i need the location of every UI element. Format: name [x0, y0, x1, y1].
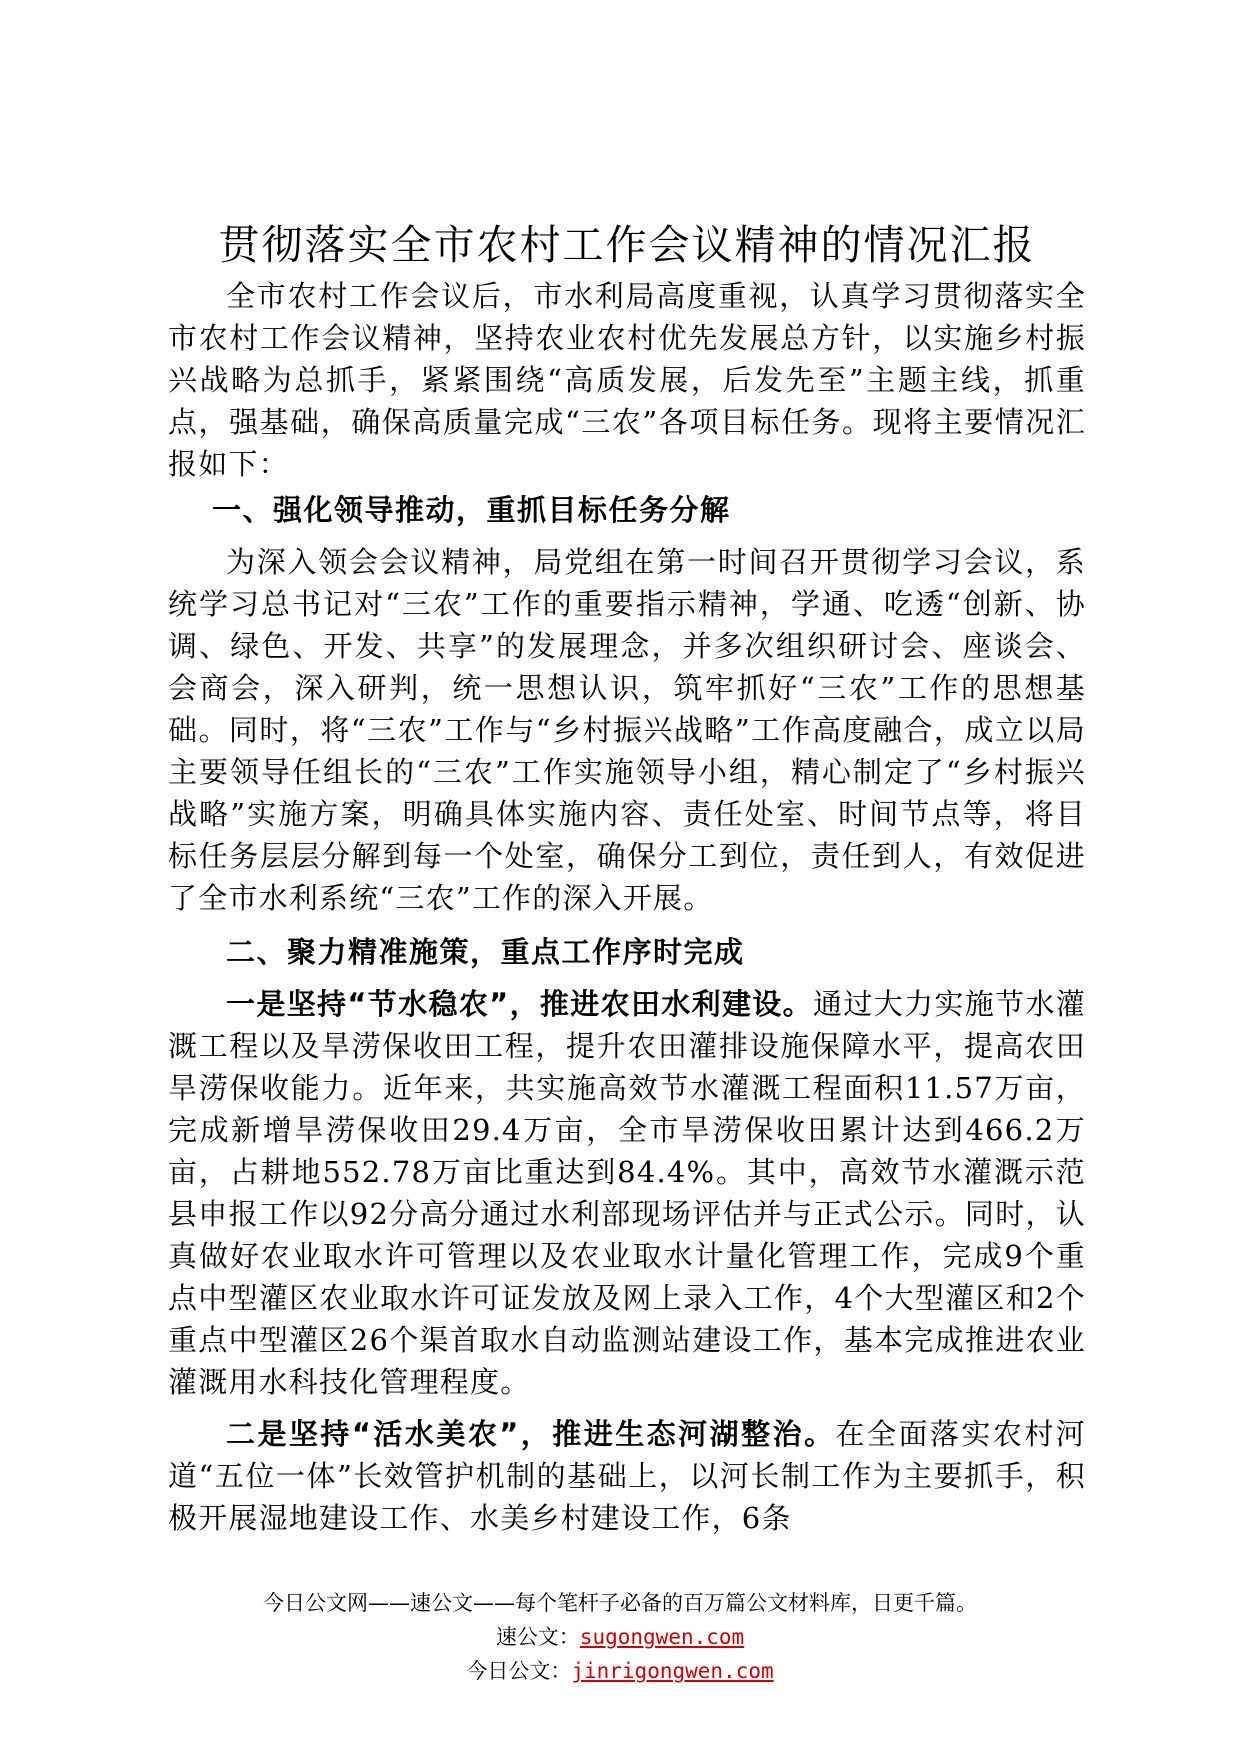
page-footer — [0, 1586, 1240, 1688]
section-2-item-1-paragraph — [168, 983, 1086, 1403]
footer-slogan: 今日公文网——速公文——每个笔杆子必备的百万篇公文材料库，日更千篇。 — [263, 1591, 977, 1615]
footer-jinrigongwen-link[interactable]: jinrigongwen.com — [571, 1659, 774, 1683]
document-title: 贯彻落实全市农村工作会议精神的情况汇报 — [218, 221, 1036, 269]
section-2-item-2-paragraph — [168, 1413, 1086, 1539]
footer-jinrigongwen-label: 今日公文： — [466, 1659, 572, 1683]
section-2-heading: 二、聚力精准施策，重点工作序时完成 — [226, 935, 745, 969]
document-body — [168, 215, 1086, 1539]
section-2-item-1-body: 通过大力实施节水灌溉工程以及旱涝保收田工程，提升农田灌排设施保障水平，提高农田旱涝保收能力。近年来，共实施高效节水灌溉工程面积11.57万亩，完成新增旱涝保收田29.4万亩，全市旱涝保收田累计达到466.2万亩，占耕地552.78万亩比重达到84.4%。其中，高效节水灌溉示范县申报工作以92分高分通过水利部现场评估并与正式公示。同时，认真做好农业取水许可管理以及农业取水计量化管理工作，完成9个重点中型灌区农业取水许可证发放及网上录入工作，4个大型灌区和2个重点中型灌区26个渠首取水自动监测站建设工作，基本完成推进农业灌溉用水科技化管理程度。 — [168, 987, 1086, 1399]
intro-paragraph: 全市农村工作会议后，市水利局高度重视，认真学习贯彻落实全市农村工作会议精神，坚持农业农村优先发展总方针，以实施乡村振兴战略为总抓手，紧紧围绕“高质发展，后发先至”主题主线，抓重点，强基础，确保高质量完成“三农”各项目标任务。现将主要情况汇报如下： — [168, 279, 1086, 481]
footer-line-jinrigongwen — [0, 1654, 1240, 1688]
footer-sugongwen-link[interactable]: sugongwen.com — [579, 1625, 745, 1649]
section-2-item-1-lead: 一是坚持“节水稳农”，推进农田水利建设。 — [226, 987, 814, 1021]
section-1-paragraph: 为深入领会会议精神，局党组在第一时间召开贯彻学习会议，系统学习总书记对“三农”工作的重要指示精神，学通、吃透“创新、协调、绿色、开发、共享”的发展理念，并多次组织研讨会、座谈会、会商会，深入研判，统一思想认识，筑牢抓好“三农”工作的思想基础。同时，将“三农”工作与“乡村振兴战略”工作高度融合，成立以局主要领导任组长的“三农”工作实施领导小组，精心制定了“乡村振兴战略”实施方案，明确具体实施内容、责任处室、时间节点等，将目标任务层层分解到每一个处室，确保分工到位，责任到人，有效促进了全市水利系统“三农”工作的深入开展。 — [168, 545, 1086, 915]
footer-line-sugongwen — [0, 1620, 1240, 1654]
section-1-heading: 一、强化领导推动，重抓目标任务分解 — [212, 493, 731, 527]
section-2-item-2-lead: 二是坚持“活水美农”，推进生态河湖整治。 — [226, 1417, 836, 1451]
footer-sugongwen-label: 速公文： — [495, 1625, 580, 1649]
section-2-item-2-body: 在全面落实农村河道“五位一体”长效管护机制的基础上，以河长制工作为主要抓手，积极开展湿地建设工作、水美乡村建设工作，6条 — [168, 1417, 1086, 1535]
